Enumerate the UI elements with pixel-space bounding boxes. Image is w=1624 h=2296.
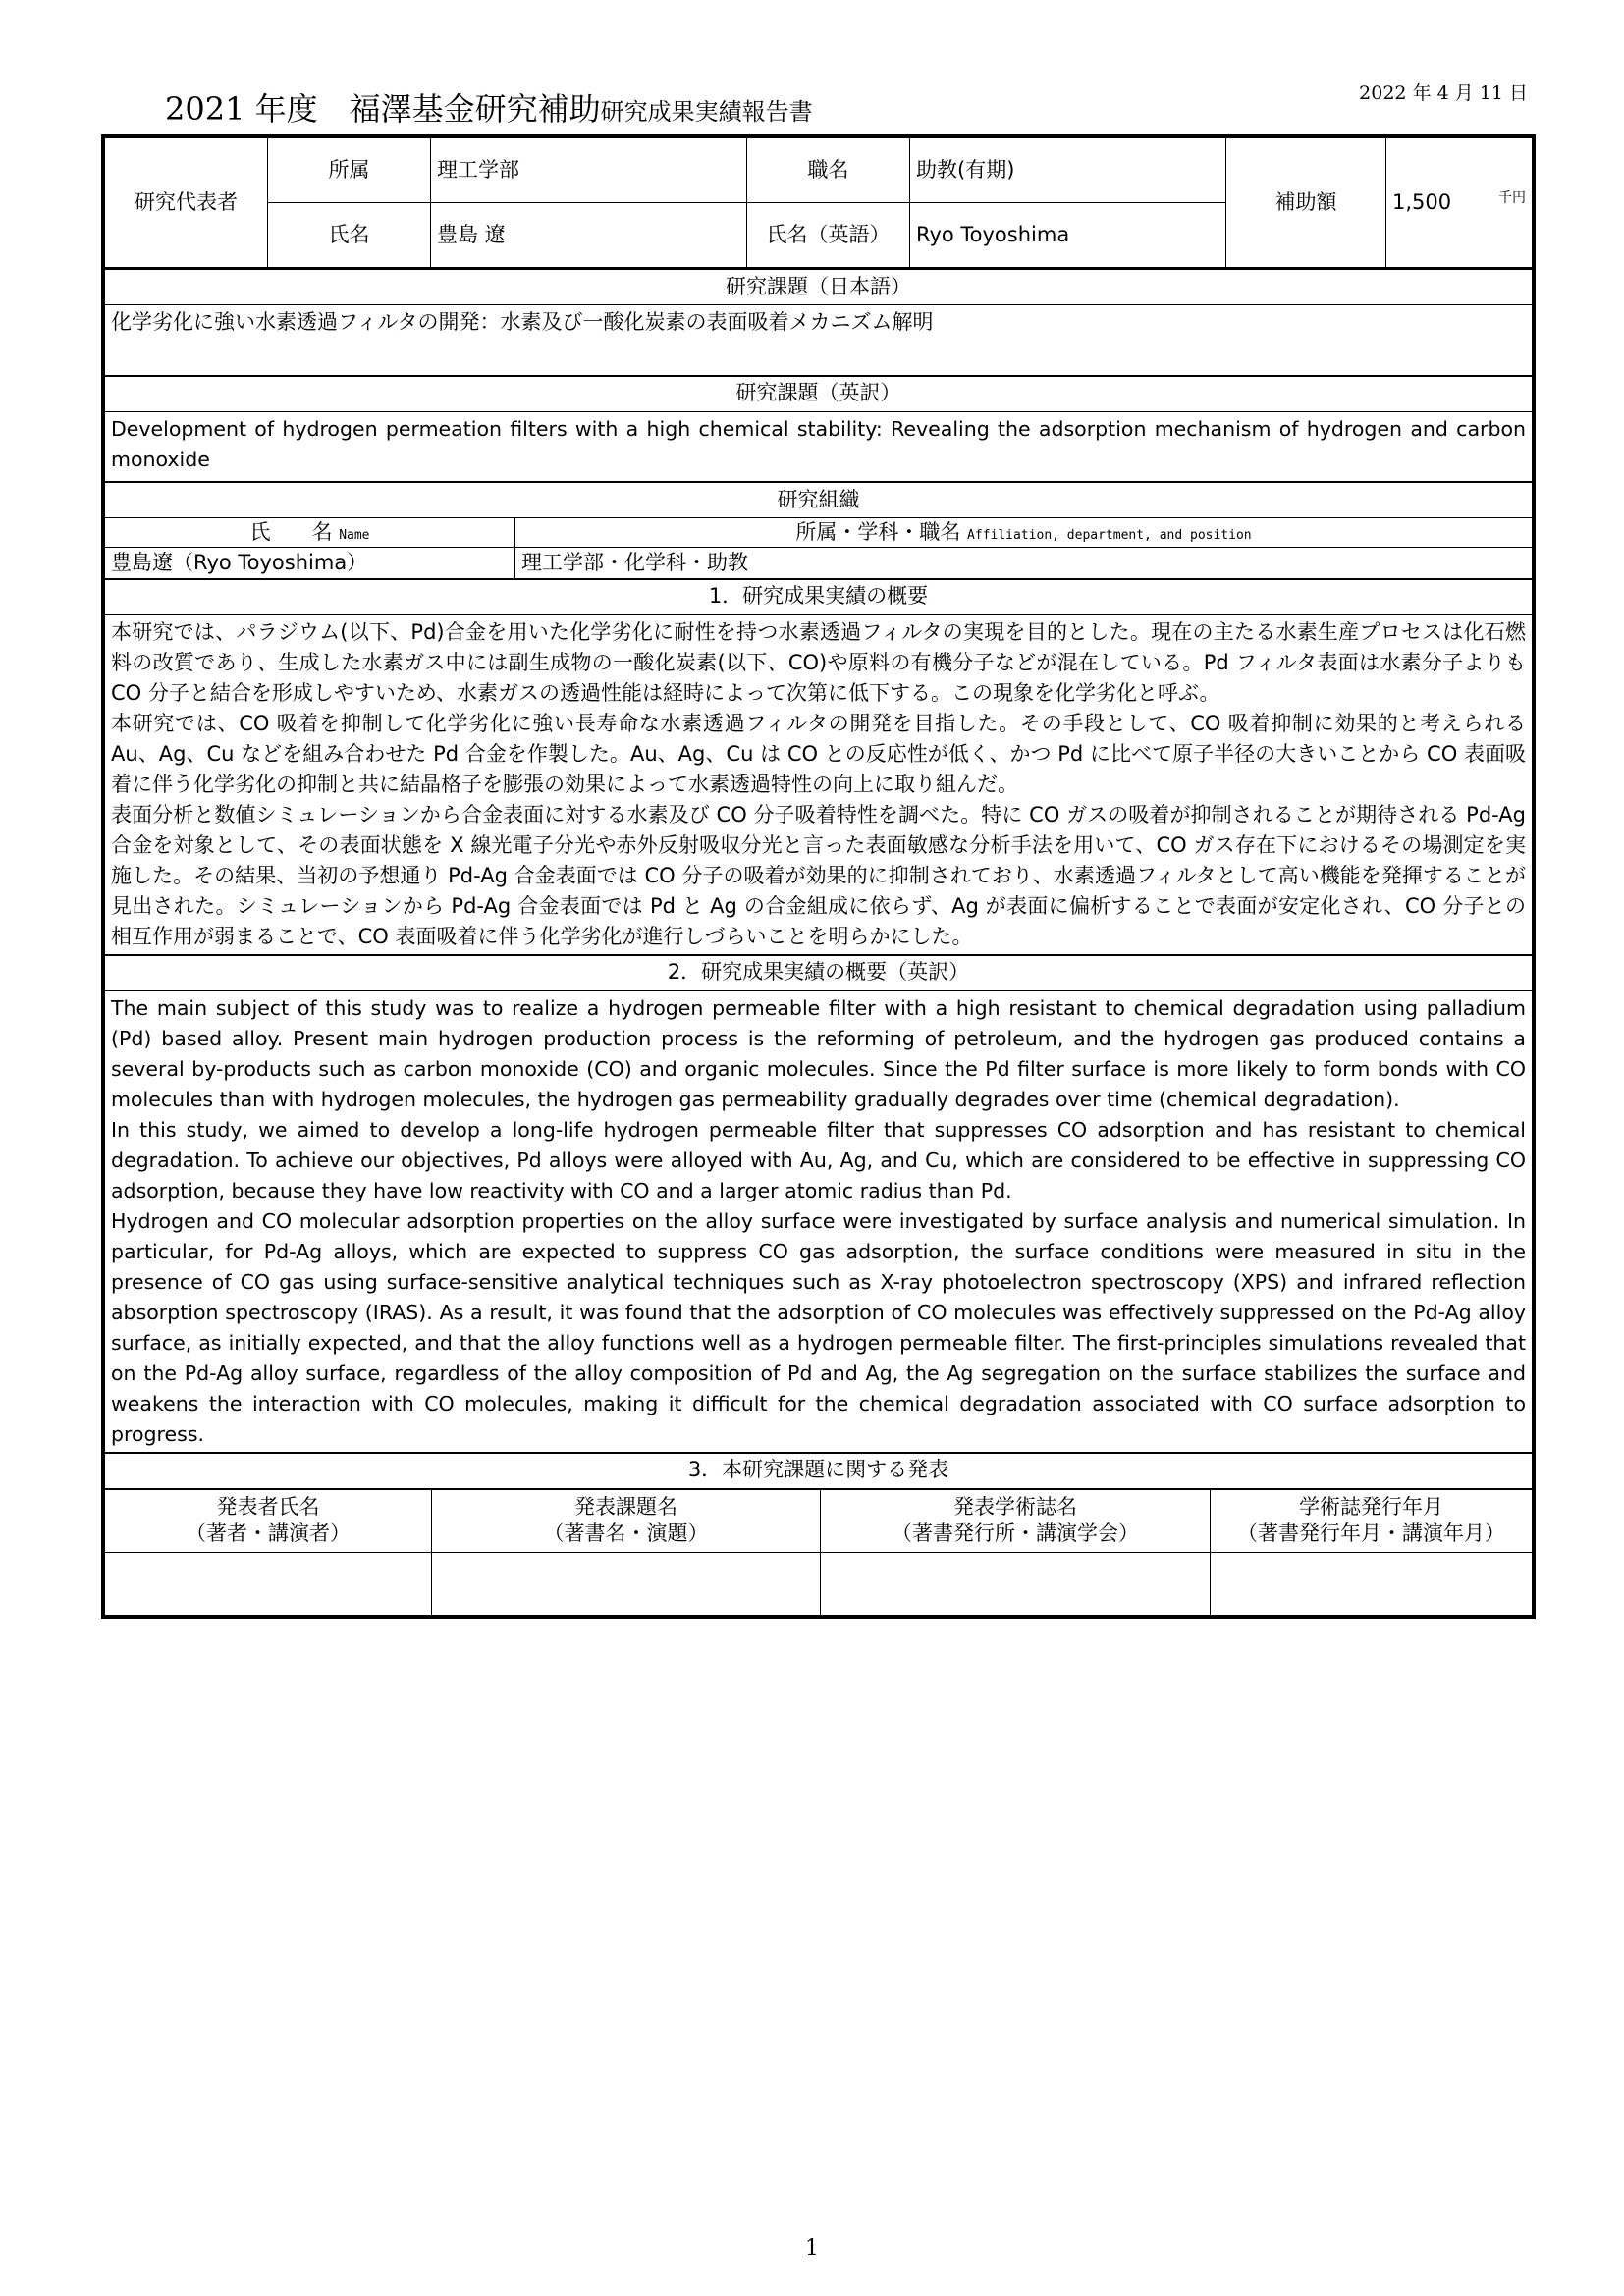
pub-col-journal-sub: （著書発行所・講演学会） (892, 1522, 1139, 1545)
name-en-label: 氏名（英語） (747, 203, 910, 268)
report-title (165, 84, 813, 130)
affiliation-value: 理工学部 (431, 138, 747, 203)
report-date: 2022 年 4 月 11 日 (1359, 82, 1528, 104)
org-col-aff-en: Affiliation, department, and position (967, 527, 1252, 543)
pub-col-title-sub: （著書名・演題） (543, 1522, 709, 1545)
name-en-value: Ryo Toyoshima (910, 203, 1226, 268)
summary-jp-paragraph: 本研究では、CO 吸着を抑制して化学劣化に強い長寿命な水素透過フィルタの開発を目指した。その手段として、CO 吸着抑制に効果的と考えられる Au、Ag、Cu などを組み合わせた Pd 合金を作製した。Au、Ag、Cu は CO との反応性が低く、かつ Pd に比べて原子半径の大きいことから CO 表面吸着に伴う化学劣化の抑制と共に結晶格子を膨張の効果によって水素透過特性の向上に取り組んだ。 (111, 711, 1526, 796)
pub-col-journal-title: 発表学術誌名 (953, 1494, 1077, 1519)
summary-jp-paragraph: 表面分析と数値シミュレーションから合金表面に対する水素及び CO 分子吸着特性を調べた。特に CO ガスの吸着が抑制されることが期待される Pd-Ag 合金を対象として、その表面状態を X 線光電子分光や赤外反射吸収分光と言った表面敏感な分析手法を用いて、CO ガス存在下におけるその場測定を実施した。その結果、当初の予想通り Pd-Ag 合金表面では CO 分子の吸着が効果的に抑制されており、水素透過フィルタとして高い機能を発揮することが見出された。シミュレーションから Pd-Ag 合金表面では Pd と Ag の合金組成に依らず、Ag が表面に偏析することで表面が安定化され、CO 分子との相互作用が弱まることで、CO 表面吸着に伴う化学劣化が進行しづらいことを明らかにした。 (111, 802, 1526, 948)
pub-col-author (105, 1489, 432, 1552)
report-form (101, 134, 1536, 1619)
grant-unit: 千円 (1498, 189, 1526, 206)
summary-jp-header: 1．研究成果実績の概要 (105, 579, 1533, 615)
affiliation-label: 所属 (268, 138, 431, 203)
pub-col-date-title: 学術誌発行年月 (1299, 1494, 1443, 1519)
summary-jp-body (105, 614, 1533, 955)
publications-header: 3．本研究課題に関する発表 (105, 1453, 1533, 1489)
publications-table (104, 1489, 1533, 1616)
pub-col-title-title: 発表課題名 (574, 1494, 677, 1519)
position-value: 助教(有期) (910, 138, 1226, 203)
org-header: 研究組織 (105, 482, 1533, 518)
pub-col-title (432, 1489, 821, 1552)
summary-en-paragraph: Hydrogen and CO molecular adsorption properties on the alloy surface were investigated by surface analysis and numerical simulation. In particular, for Pd-Ag alloys, which are expected to suppress CO gas adsorption, the surface conditions were measured in situ in the presence of CO gas using surface-sensitive analytical techniques such as X-ray photoelectron spectroscopy (XPS) and infrared reflection absorption spectroscopy (IRAS). As a result, it was found that the adsorption of CO molecules was effectively suppressed on the Pd-Ag alloy surface, as initially expected, and that the alloy functions well as a hydrogen permeable filter. The first-principles simulations revealed that on the Pd-Ag alloy surface, regardless of the alloy composition of Pd and Ag, the Ag segregation on the surface stabilizes the surface and weakens the interaction with CO molecules, making it difficult for the chemical degradation associated with CO surface adsorption to progress. (111, 1208, 1526, 1446)
page-number: 1 (805, 2236, 819, 2261)
pub-cell-title (432, 1552, 821, 1615)
org-col-aff-jp: 所属・学科・職名 (795, 519, 961, 544)
title-main: 2021 年度 福澤基金研究補助 (165, 90, 601, 128)
info-table (104, 137, 1533, 268)
org-col-name-en: Name (339, 527, 370, 543)
title-sub: 研究成果実績報告書 (600, 98, 813, 126)
topic-jp-header: 研究課題（日本語） (105, 269, 1533, 305)
grant-amount (1386, 138, 1533, 268)
topic-en-header: 研究課題（英訳） (105, 376, 1533, 412)
name-value: 豊島 遼 (431, 203, 747, 268)
body-table (104, 268, 1533, 1489)
member-affiliation: 理工学部・化学科・助教 (515, 548, 1533, 579)
summary-en-paragraph: The main subject of this study was to realize a hydrogen permeable filter with a high resistant to chemical degradation using palladium (Pd) based alloy. Present main hydrogen production process is the reforming of petroleum, and the hydrogen gas produced contains a several by-products such as carbon monoxide (CO) and organic molecules. Since the Pd filter surface is more likely to form bonds with CO molecules than with hydrogen molecules, the hydrogen gas permeability gradually degrades over time (chemical degradation). (111, 995, 1526, 1111)
grant-label: 補助額 (1226, 138, 1386, 268)
summary-en-header: 2．研究成果実績の概要（英訳） (105, 955, 1533, 991)
summary-jp-paragraph: 本研究では、パラジウム(以下、Pd)合金を用いた化学劣化に耐性を持つ水素透過フィルタの実現を目的とした。現在の主たる水素生産プロセスは化石燃料の改質であり、生成した水素ガス中には副生成物の一酸化炭素(以下、CO)や原料の有機分子などが混在している。Pd フィルタ表面は水素分子よりも CO 分子と結合を形成しやすいため、水素ガスの透過性能は経時によって次第に低下する。この現象を化学劣化と呼ぶ。 (111, 619, 1526, 705)
grant-value: 1,500 (1392, 189, 1452, 214)
pub-col-author-sub: （著者・講演者） (186, 1522, 351, 1545)
summary-en-paragraph: In this study, we aimed to develop a long-life hydrogen permeable filter that suppresses CO adsorption and has resistant to chemical degradation. To achieve our objectives, Pd alloys were alloyed with Au, Ag, and Cu, which are considered to be effective in suppressing CO adsorption, because they have low reactivity with CO and a larger atomic radius than Pd. (111, 1117, 1526, 1202)
pub-col-date (1211, 1489, 1533, 1552)
pub-col-journal (821, 1489, 1211, 1552)
pub-col-date-sub: （著書発行年月・講演年月） (1237, 1522, 1505, 1545)
position-label: 職名 (747, 138, 910, 203)
topic-jp-text: 化学劣化に強い水素透過フィルタの開発：水素及び一酸化炭素の表面吸着メカニズム解明 (105, 305, 1533, 376)
pub-cell-journal (821, 1552, 1211, 1615)
name-label: 氏名 (268, 203, 431, 268)
org-col-aff (515, 518, 1533, 548)
member-name: 豊島遼（Ryo Toyoshima） (105, 548, 515, 579)
pub-cell-author (105, 1552, 432, 1615)
topic-en-text: Development of hydrogen permeation filters with a high chemical stability: Revealing the adsorption mechanism of hydrogen and carbon monoxide (105, 411, 1533, 482)
pub-cell-date (1211, 1552, 1533, 1615)
pub-col-author-title: 発表者氏名 (216, 1494, 320, 1519)
org-col-name (105, 518, 515, 548)
representative-label: 研究代表者 (105, 138, 268, 268)
summary-en-body (105, 990, 1533, 1453)
org-col-name-jp: 氏 名 (249, 519, 333, 544)
